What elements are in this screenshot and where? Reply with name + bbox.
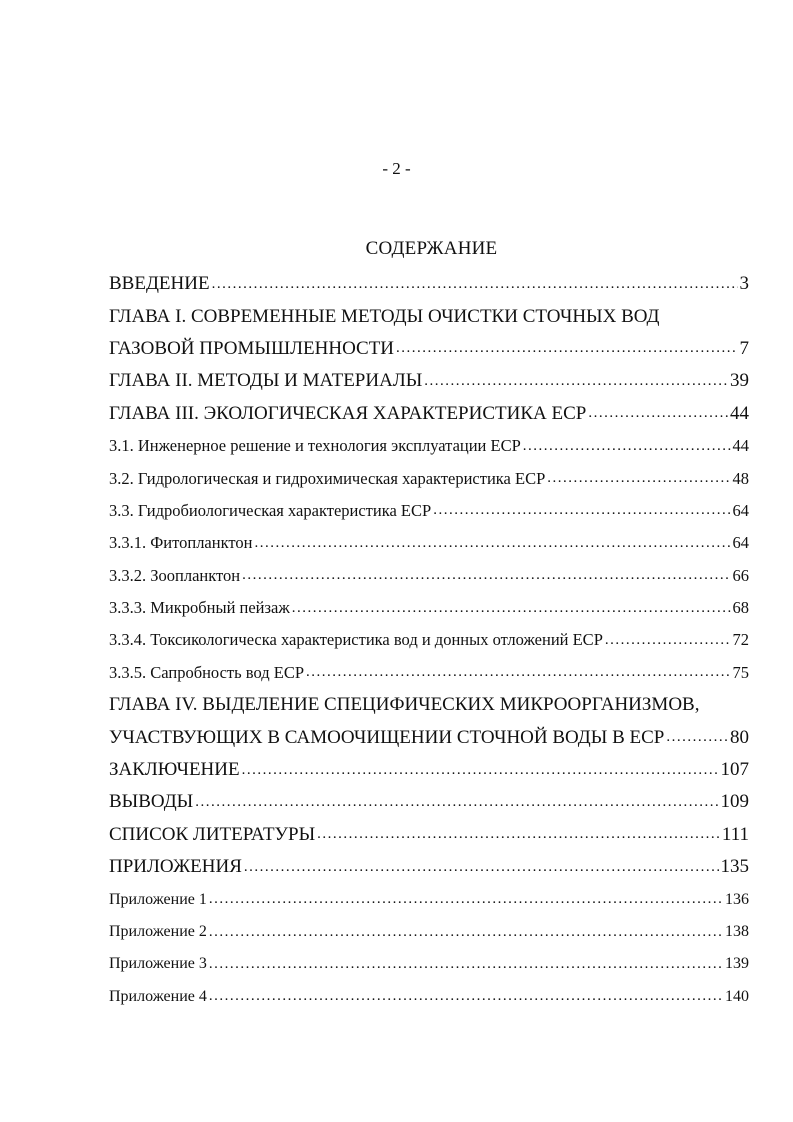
toc-entry-label: 3.3. Гидробиологическая характеристика ЕСР [109, 500, 432, 520]
toc-entry-introduction[interactable] [109, 268, 749, 300]
toc-entry-page: 140 [725, 987, 749, 1005]
toc-entry-page: 138 [725, 923, 749, 940]
toc-entry-label: Приложение 3 [109, 955, 207, 973]
toc-entry-page: 66 [732, 565, 749, 585]
toc-entry-chapter-4[interactable] [109, 721, 749, 753]
toc-entry-appendix-3[interactable] [109, 948, 749, 980]
toc-entry-section-3-3-5[interactable] [109, 657, 749, 689]
toc-entry-page: 72 [732, 630, 749, 650]
toc-entry-page: 139 [725, 955, 749, 973]
toc-entry-label: 3.3.3. Микробный пейзаж [109, 598, 290, 618]
toc-entry-label: 3.2. Гидрологическая и гидрохимическая характеристика ЕСР [109, 468, 546, 488]
toc-entry-page: 44 [732, 436, 749, 456]
toc-entry-section-3-3-4[interactable] [109, 624, 749, 656]
toc-entry-label: УЧАСТВУЮЩИХ В САМООЧИЩЕНИИ СТОЧНОЙ ВОДЫ В ЕСР [109, 726, 665, 748]
toc-entry-section-3-1[interactable] [109, 430, 749, 462]
toc-leader-dots [244, 859, 719, 876]
toc-entry-page: 136 [725, 890, 749, 908]
toc-leader-dots [209, 988, 723, 1005]
toc-entry-chapter-1[interactable] [109, 333, 749, 365]
toc-entry-label: Приложение 2 [109, 923, 207, 940]
toc-entry-section-3-3-2[interactable] [109, 560, 749, 592]
toc-leader-dots [547, 470, 730, 487]
toc-entry-section-3-2[interactable] [109, 462, 749, 494]
toc-entry-label: ВЫВОДЫ [109, 791, 194, 813]
toc-entry-page: 64 [732, 500, 749, 520]
toc-leader-dots [195, 794, 718, 811]
toc-entry-label: 3.3.5. Сапробность вод ЕСР [109, 662, 304, 682]
toc-entry-findings[interactable] [109, 786, 749, 818]
table-of-contents [109, 268, 749, 1013]
toc-entry-label: 3.3.2. Зоопланктон [109, 565, 241, 585]
toc-entry-conclusion[interactable] [109, 754, 749, 786]
toc-entry-label: ГАЗОВОЙ ПРОМЫШЛЕННОСТИ [109, 337, 395, 359]
toc-leader-dots [242, 567, 730, 584]
toc-entry-label: 3.3.1. Фитопланктон [109, 533, 253, 553]
toc-leader-dots [523, 438, 731, 455]
toc-entry-chapter-2[interactable] [109, 365, 749, 397]
toc-leader-dots [424, 373, 728, 390]
toc-entry-page: 64 [732, 533, 749, 553]
toc-leader-dots [588, 405, 728, 422]
toc-entry-page: 75 [732, 662, 749, 682]
toc-leader-dots [209, 956, 723, 973]
toc-entry-page: 80 [730, 726, 749, 748]
toc-leader-dots [242, 762, 719, 779]
toc-entry-label: ПРИЛОЖЕНИЯ [109, 856, 242, 878]
toc-leader-dots [666, 729, 728, 746]
toc-entry-page: 68 [732, 598, 749, 618]
toc-entry-chapter-1-line-1[interactable] [109, 300, 749, 332]
toc-entry-references[interactable] [109, 819, 749, 851]
toc-entry-chapter-4-line-1[interactable] [109, 689, 749, 721]
toc-entry-appendix-4[interactable] [109, 981, 749, 1013]
toc-entry-appendix-2[interactable] [109, 916, 749, 948]
toc-entry-page: 48 [732, 468, 749, 488]
toc-entry-label: СПИСОК ЛИТЕРАТУРЫ [109, 823, 316, 845]
toc-entry-appendix-1[interactable] [109, 883, 749, 915]
toc-entry-page: 44 [730, 402, 749, 424]
toc-entry-appendices[interactable] [109, 851, 749, 883]
toc-entry-section-3-3-1[interactable] [109, 527, 749, 559]
toc-entry-page: 135 [720, 856, 749, 878]
toc-entry-page: 3 [739, 273, 749, 295]
toc-entry-page: 39 [730, 370, 749, 392]
toc-entry-label: ГЛАВА II. МЕТОДЫ И МАТЕРИАЛЫ [109, 370, 423, 392]
page-number: - 2 - [382, 159, 411, 178]
toc-leader-dots [209, 891, 723, 908]
toc-leader-dots [306, 664, 731, 681]
toc-entry-page: 109 [720, 791, 749, 813]
toc-entry-section-3-3-3[interactable] [109, 592, 749, 624]
toc-entry-page: 111 [721, 823, 749, 845]
toc-entry-page: 7 [739, 337, 749, 359]
toc-entry-chapter-3[interactable] [109, 398, 749, 430]
toc-leader-dots [212, 276, 738, 293]
toc-entry-label: Приложение 1 [109, 890, 207, 908]
toc-leader-dots [292, 600, 731, 617]
toc-entry-page: 107 [720, 759, 749, 781]
toc-entry-label: ГЛАВА III. ЭКОЛОГИЧЕСКАЯ ХАРАКТЕРИСТИКА ЕСР [109, 402, 587, 424]
toc-entry-label: ГЛАВА IV. ВЫДЕЛЕНИЕ СПЕЦИФИЧЕСКИХ МИКРООРГАНИЗМОВ, [109, 694, 700, 716]
toc-leader-dots [209, 924, 723, 941]
toc-entry-section-3-3[interactable] [109, 495, 749, 527]
toc-leader-dots [605, 632, 731, 649]
toc-entry-label: ЗАКЛЮЧЕНИЕ [109, 759, 240, 781]
toc-entry-label: ГЛАВА I. СОВРЕМЕННЫЕ МЕТОДЫ ОЧИСТКИ СТОЧНЫХ ВОД [109, 305, 660, 327]
toc-entry-label: 3.1. Инженерное решение и технология эксплуатации ЕСР [109, 436, 521, 456]
toc-leader-dots [254, 535, 730, 552]
toc-leader-dots [433, 502, 730, 519]
toc-entry-label: 3.3.4. Токсикологическа характеристика вод и донных отложений ЕСР [109, 630, 603, 650]
toc-leader-dots [396, 340, 737, 357]
toc-title: СОДЕРЖАНИЕ [365, 238, 498, 259]
toc-entry-label: Приложение 4 [109, 987, 207, 1005]
toc-leader-dots [317, 826, 720, 843]
toc-entry-label: ВВЕДЕНИЕ [109, 273, 210, 295]
